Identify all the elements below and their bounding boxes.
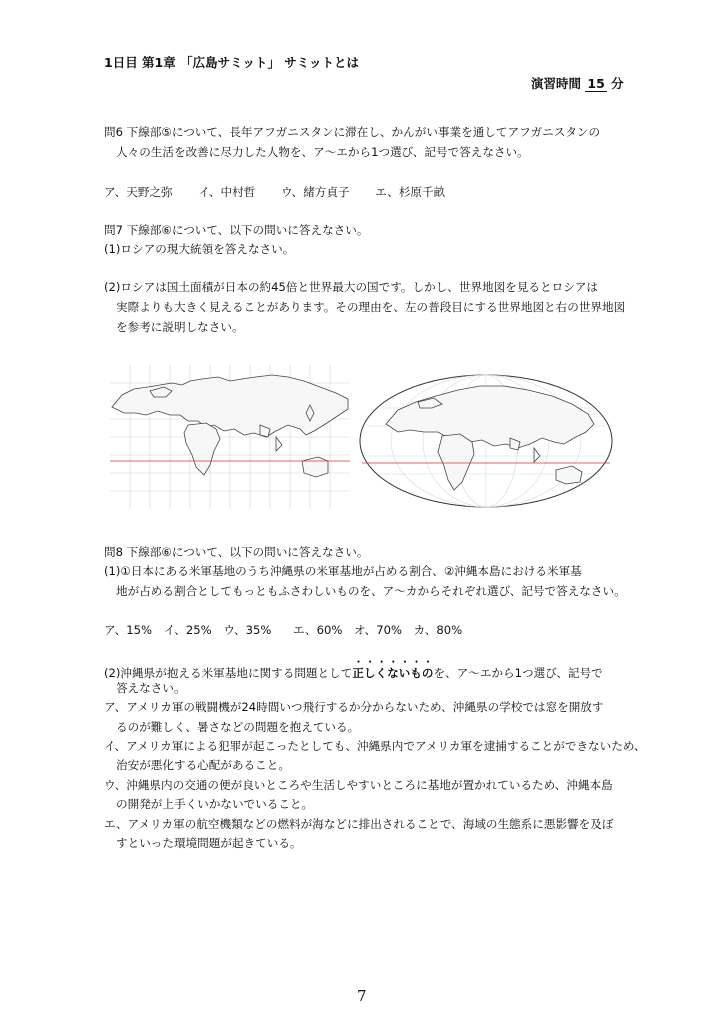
q6-choice-e: エ、杉原千畝 xyxy=(375,185,446,199)
q8-sub-2-line-2: 答えなさい。 xyxy=(116,681,186,695)
q6-choices xyxy=(104,183,445,202)
q8-choice-ka: カ、80% xyxy=(413,623,463,637)
q7-sub-1: (1)ロシアの現大統領を答えなさい。 xyxy=(104,242,295,256)
exercise-time xyxy=(531,74,624,92)
q6-choice-i: イ、中村哲 xyxy=(198,185,256,199)
q6-choice-u: ウ、緒方貞子 xyxy=(280,185,350,199)
exercise-time-label: 演習時間 xyxy=(531,76,582,91)
q8-sub-2-post: を、ア～エから1つ選び、記号で xyxy=(433,666,603,680)
q8-choices xyxy=(104,621,462,640)
q8-choice-o: オ、70% xyxy=(354,623,402,637)
q7-line-1: 問7 下線部⑥について、以下の問いに答えなさい。 xyxy=(104,223,369,237)
q7-sub-2-line-1: (2)ロシアは国土面積が日本の約45倍と世界最大の国です。しかし、世界地図を見るとロシアは xyxy=(104,280,599,294)
page-number: 7 xyxy=(357,987,367,1005)
q6-line-2: 人々の生活を改善に尽力した人物を、ア～エから1つ選び、記号で答えなさい。 xyxy=(116,145,529,159)
q8-choice-u: ウ、35% xyxy=(223,623,272,637)
q8-line-1: 問8 下線部⑥について、以下の問いに答えなさい。 xyxy=(104,545,369,559)
q8-option-u-line-2: の開発が上手くいかないでいること。 xyxy=(116,797,314,811)
page-header-title: 1日目 第1章 「広島サミット」 サミットとは xyxy=(104,55,359,70)
q8-option-a-line-2: るのが難しく、暑さなどの問題を抱えている。 xyxy=(116,720,360,734)
exercise-time-value: 15 xyxy=(587,76,605,91)
q6-line-1: 問6 下線部⑤について、長年アフガニスタンに滞在し、かんがい事業を通してアフガニスタンの xyxy=(104,125,601,139)
q7-sub-2-line-3: を参考に説明しなさい。 xyxy=(116,320,244,334)
q8-sub-2-pre: (2)沖縄県が抱える米軍基地に関する問題として xyxy=(104,666,353,680)
mercator-world-map xyxy=(110,365,350,509)
equal-area-world-map xyxy=(358,372,614,510)
q8-choice-a: ア、15% xyxy=(104,623,153,637)
q8-option-i-line-1: イ、アメリカ軍による犯罪が起こったとしても、沖縄県内でアメリカ軍を逮捕することができないため、 xyxy=(104,739,646,753)
q8-sub-1-line-1: (1)①日本にある米軍基地のうち沖縄県の米軍基地が占める割合、②沖縄本島における米軍基 xyxy=(104,564,582,578)
q8-option-e-line-1: エ、アメリカ軍の航空機類などの燃料が海などに排出されることで、海域の生態系に悪影響を及ぼ xyxy=(104,817,614,831)
q8-choice-i: イ、25% xyxy=(163,623,212,637)
q7-sub-2-line-2: 実際よりも大きく見えることがあります。その理由を、左の普段目にする世界地図と右の世界地図 xyxy=(116,300,626,314)
q6-choice-a: ア、天野之弥 xyxy=(104,185,173,199)
q8-sub-2-emphasis: 正しくないもの xyxy=(352,666,434,680)
q8-option-i-line-2: 治安が悪化する心配があること。 xyxy=(116,758,290,772)
q8-option-e-line-2: すといった環境問題が起きている。 xyxy=(116,836,302,850)
q8-choice-e: エ、60% xyxy=(293,623,343,637)
q8-option-a-line-1: ア、アメリカ軍の戦闘機が24時間いつ飛行するか分からないため、沖縄県の学校では窓を開放す xyxy=(104,700,604,714)
exercise-time-unit: 分 xyxy=(611,76,624,91)
q8-sub-1-line-2: 地が占める割合としてもっともふさわしいものを、ア～カからそれぞれ選び、記号で答えなさい。 xyxy=(116,584,626,598)
q8-option-u-line-1: ウ、沖縄県内の交通の便が良いところや生活しやすいところに基地が置かれているため、沖縄本島 xyxy=(104,778,613,792)
